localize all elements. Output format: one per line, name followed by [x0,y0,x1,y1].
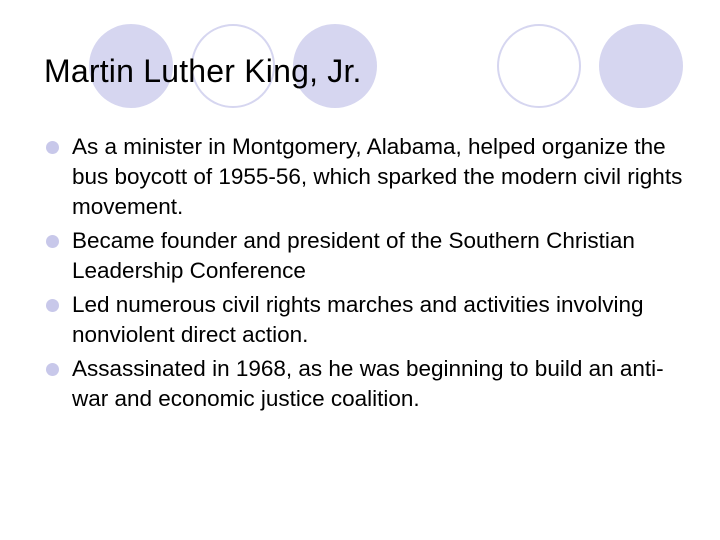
bullet-text: Assassinated in 1968, as he was beginning to build an anti-war and economic justice coalition. [72,356,664,411]
bullet-item [44,354,684,414]
decorative-circle-outline [497,24,581,108]
bullet-item [44,132,684,222]
bullet-item [44,290,684,350]
slide-title: Martin Luther King, Jr. [44,53,362,89]
bullet-dot-icon [46,299,59,312]
bullet-dot-icon [46,235,59,248]
bullet-text: As a minister in Montgomery, Alabama, helped organize the bus boycott of 1955-56, which sparked the modern civil rights movement. [72,134,683,219]
bullet-text: Became founder and president of the Southern Christian Leadership Conference [72,228,635,283]
bullet-list [44,132,684,418]
bullet-text: Led numerous civil rights marches and activities involving nonviolent direct action. [72,292,644,347]
bullet-item [44,226,684,286]
bullet-dot-icon [46,363,59,376]
bullet-dot-icon [46,141,59,154]
decorative-circle-filled [599,24,683,108]
